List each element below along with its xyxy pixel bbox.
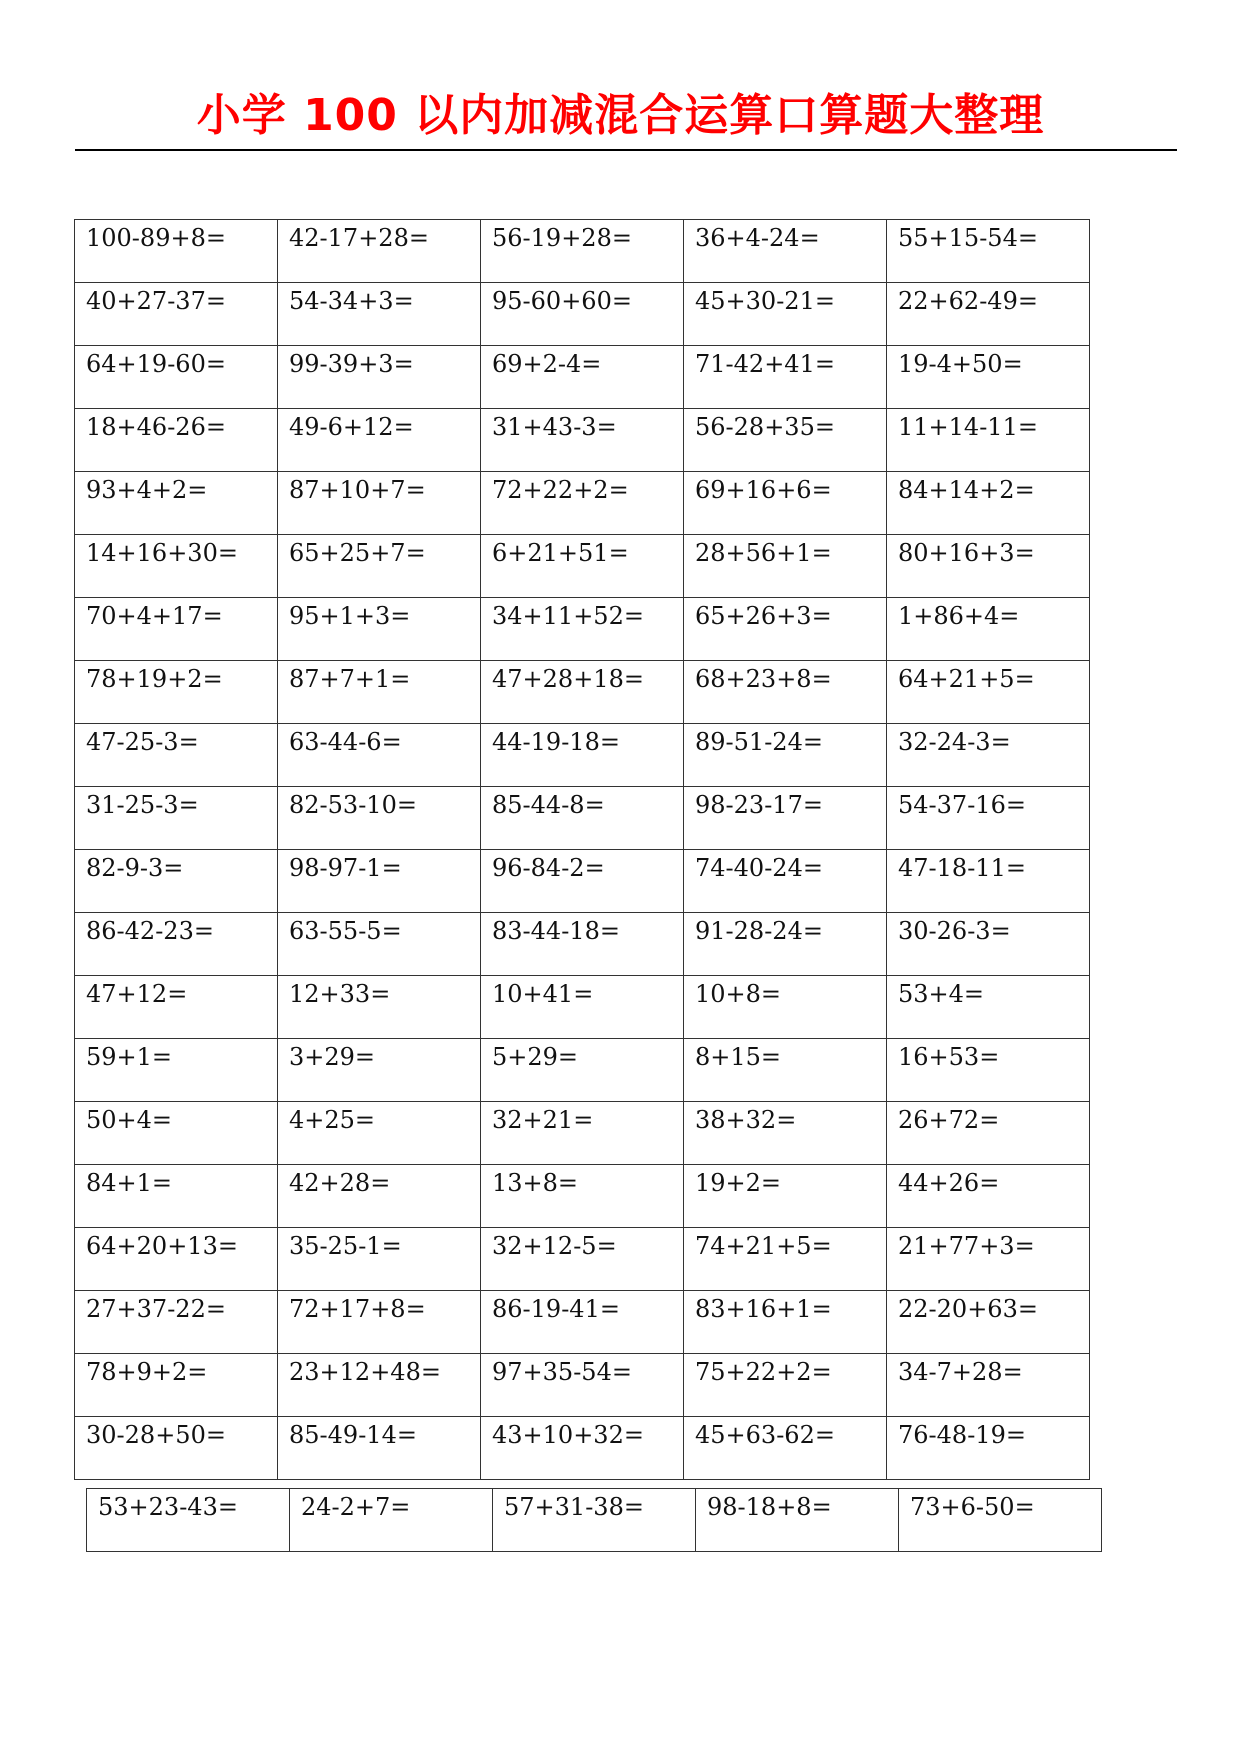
problem-cell: 74+21+5= — [684, 1228, 887, 1291]
problem-cell: 98-18+8= — [696, 1489, 899, 1552]
table-row — [75, 661, 1090, 724]
problem-cell: 82-9-3= — [75, 850, 278, 913]
problem-cell: 69+16+6= — [684, 472, 887, 535]
problem-cell: 55+15-54= — [887, 220, 1090, 283]
problem-cell: 80+16+3= — [887, 535, 1090, 598]
problem-cell: 16+53= — [887, 1039, 1090, 1102]
problem-cell: 54-34+3= — [278, 283, 481, 346]
problem-cell: 82-53-10= — [278, 787, 481, 850]
problem-cell: 85-44-8= — [481, 787, 684, 850]
problem-cell: 95-60+60= — [481, 283, 684, 346]
problem-cell: 10+41= — [481, 976, 684, 1039]
problem-cell: 44+26= — [887, 1165, 1090, 1228]
problem-cell: 64+19-60= — [75, 346, 278, 409]
problem-cell: 73+6-50= — [899, 1489, 1102, 1552]
problem-cell: 38+32= — [684, 1102, 887, 1165]
problem-cell: 45+30-21= — [684, 283, 887, 346]
table-row — [75, 1165, 1090, 1228]
problem-cell: 26+72= — [887, 1102, 1090, 1165]
problem-cell: 76-48-19= — [887, 1417, 1090, 1480]
problem-cell: 71-42+41= — [684, 346, 887, 409]
problem-table — [74, 219, 1090, 1480]
table-row — [75, 220, 1090, 283]
problem-cell: 78+19+2= — [75, 661, 278, 724]
problem-cell: 64+21+5= — [887, 661, 1090, 724]
extra-problem-table — [86, 1488, 1102, 1552]
problem-cell: 47+12= — [75, 976, 278, 1039]
table-row — [75, 598, 1090, 661]
problem-cell: 56-19+28= — [481, 220, 684, 283]
problem-cell: 89-51-24= — [684, 724, 887, 787]
problem-cell: 85-49-14= — [278, 1417, 481, 1480]
problem-cell: 65+26+3= — [684, 598, 887, 661]
problem-cell: 31-25-3= — [75, 787, 278, 850]
problem-cell: 22-20+63= — [887, 1291, 1090, 1354]
problem-cell: 97+35-54= — [481, 1354, 684, 1417]
problem-cell: 19-4+50= — [887, 346, 1090, 409]
table-row — [75, 913, 1090, 976]
problem-cell: 47-18-11= — [887, 850, 1090, 913]
problem-cell: 1+86+4= — [887, 598, 1090, 661]
table-row — [75, 1039, 1090, 1102]
problem-cell: 70+4+17= — [75, 598, 278, 661]
problem-cell: 30-28+50= — [75, 1417, 278, 1480]
problem-cell: 59+1= — [75, 1039, 278, 1102]
problem-cell: 32+12-5= — [481, 1228, 684, 1291]
problem-cell: 47+28+18= — [481, 661, 684, 724]
table-row — [75, 283, 1090, 346]
problem-cell: 6+21+51= — [481, 535, 684, 598]
problem-cell: 72+22+2= — [481, 472, 684, 535]
table-row — [75, 850, 1090, 913]
table-row — [75, 1228, 1090, 1291]
problem-cell: 23+12+48= — [278, 1354, 481, 1417]
table-row — [87, 1489, 1102, 1552]
table-row — [75, 346, 1090, 409]
problem-cell: 18+46-26= — [75, 409, 278, 472]
problem-cell: 78+9+2= — [75, 1354, 278, 1417]
title-underline — [75, 149, 1177, 151]
table-row — [75, 535, 1090, 598]
problem-cell: 12+33= — [278, 976, 481, 1039]
problem-cell: 75+22+2= — [684, 1354, 887, 1417]
problem-cell: 50+4= — [75, 1102, 278, 1165]
problem-cell: 100-89+8= — [75, 220, 278, 283]
problem-cell: 21+77+3= — [887, 1228, 1090, 1291]
page-title: 小学 100 以内加减混合运算口算题大整理 — [196, 90, 1045, 141]
problem-cell: 84+14+2= — [887, 472, 1090, 535]
problem-cell: 49-6+12= — [278, 409, 481, 472]
problem-cell: 99-39+3= — [278, 346, 481, 409]
problem-cell: 57+31-38= — [493, 1489, 696, 1552]
problem-cell: 32-24-3= — [887, 724, 1090, 787]
problem-cell: 44-19-18= — [481, 724, 684, 787]
problem-cell: 83+16+1= — [684, 1291, 887, 1354]
problem-cell: 10+8= — [684, 976, 887, 1039]
table-row — [75, 724, 1090, 787]
problem-cell: 22+62-49= — [887, 283, 1090, 346]
problem-cell: 42-17+28= — [278, 220, 481, 283]
problem-cell: 27+37-22= — [75, 1291, 278, 1354]
problem-cell: 87+10+7= — [278, 472, 481, 535]
problem-cell: 93+4+2= — [75, 472, 278, 535]
problem-cell: 32+21= — [481, 1102, 684, 1165]
problem-cell: 65+25+7= — [278, 535, 481, 598]
problem-cell: 84+1= — [75, 1165, 278, 1228]
problem-cell: 47-25-3= — [75, 724, 278, 787]
table-row — [75, 1102, 1090, 1165]
problem-cell: 95+1+3= — [278, 598, 481, 661]
problem-cell: 53+4= — [887, 976, 1090, 1039]
problem-cell: 45+63-62= — [684, 1417, 887, 1480]
problem-cell: 30-26-3= — [887, 913, 1090, 976]
table-row — [75, 1354, 1090, 1417]
problem-cell: 98-97-1= — [278, 850, 481, 913]
problem-cell: 40+27-37= — [75, 283, 278, 346]
problem-cell: 64+20+13= — [75, 1228, 278, 1291]
problem-cell: 43+10+32= — [481, 1417, 684, 1480]
problem-cell: 5+29= — [481, 1039, 684, 1102]
problem-cell: 35-25-1= — [278, 1228, 481, 1291]
table-row — [75, 976, 1090, 1039]
problem-cell: 34+11+52= — [481, 598, 684, 661]
problem-cell: 91-28-24= — [684, 913, 887, 976]
problem-cell: 36+4-24= — [684, 220, 887, 283]
problem-cell: 69+2-4= — [481, 346, 684, 409]
problem-cell: 4+25= — [278, 1102, 481, 1165]
problem-cell: 3+29= — [278, 1039, 481, 1102]
problem-cell: 74-40-24= — [684, 850, 887, 913]
problem-cell: 34-7+28= — [887, 1354, 1090, 1417]
table-row — [75, 1417, 1090, 1480]
problem-cell: 96-84-2= — [481, 850, 684, 913]
problem-cell: 86-19-41= — [481, 1291, 684, 1354]
problem-cell: 63-55-5= — [278, 913, 481, 976]
table-row — [75, 1291, 1090, 1354]
table-row — [75, 472, 1090, 535]
problem-cell: 42+28= — [278, 1165, 481, 1228]
problem-cell: 68+23+8= — [684, 661, 887, 724]
problem-cell: 56-28+35= — [684, 409, 887, 472]
problem-cell: 24-2+7= — [290, 1489, 493, 1552]
problem-cell: 87+7+1= — [278, 661, 481, 724]
problem-cell: 28+56+1= — [684, 535, 887, 598]
problem-cell: 72+17+8= — [278, 1291, 481, 1354]
problem-cell: 8+15= — [684, 1039, 887, 1102]
problem-cell: 54-37-16= — [887, 787, 1090, 850]
table-row — [75, 787, 1090, 850]
problem-cell: 86-42-23= — [75, 913, 278, 976]
problem-cell: 11+14-11= — [887, 409, 1090, 472]
problem-cell: 19+2= — [684, 1165, 887, 1228]
problem-cell: 98-23-17= — [684, 787, 887, 850]
problem-cell: 63-44-6= — [278, 724, 481, 787]
problem-cell: 14+16+30= — [75, 535, 278, 598]
table-row — [75, 409, 1090, 472]
problem-cell: 13+8= — [481, 1165, 684, 1228]
problem-cell: 83-44-18= — [481, 913, 684, 976]
problem-cell: 31+43-3= — [481, 409, 684, 472]
problem-cell: 53+23-43= — [87, 1489, 290, 1552]
